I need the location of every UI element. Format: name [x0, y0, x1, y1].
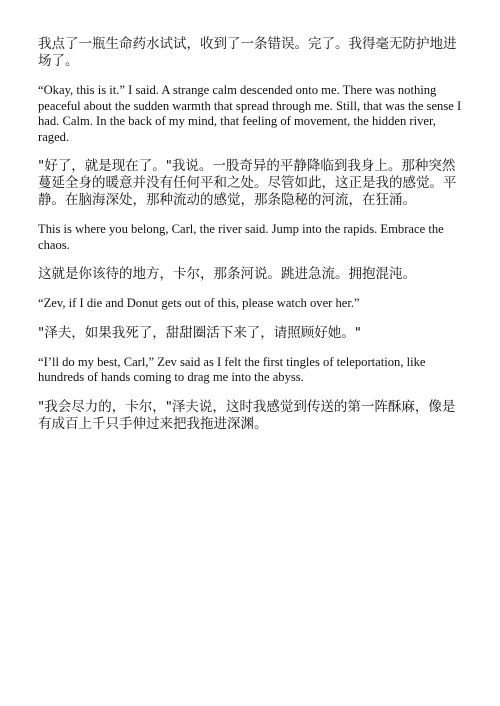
paragraph-en-1: “Okay, this is it.” I said. A strange calm descended onto me. There was nothing peaceful about the sudden warmth that spread through me. Still, that was the sense I had. Calm. In the back of my mind, that feeling of movement, the hidden river, raged. — [38, 83, 462, 144]
paragraph-zh-4: "泽夫，如果我死了，甜甜圈活下来了，请照顾好她。" — [38, 324, 361, 341]
paragraph-en-3: “Zev, if I die and Donut gets out of this, please watch over her.” — [38, 296, 360, 310]
paragraph-zh-1: 我点了一瓶生命药水试试，收到了一条错误。完了。我得毫无防护地进场了。 — [38, 36, 457, 69]
paragraph-en-2: This is where you belong, Carl, the river said. Jump into the rapids. Embrace the chaos. — [38, 222, 444, 252]
paragraph-en-4: “I’ll do my best, Carl,” Zev said as I felt the first tingles of teleportation, like hundreds of hands coming to drag me into the abyss. — [38, 354, 426, 384]
paragraph-zh-5: "我会尽力的，卡尔，"泽夫说，这时我感觉到传送的第一阵酥麻，像是有成百上千只手伸过来把我拖进深渊。 — [38, 398, 456, 432]
paragraph-zh-3: 这就是你该待的地方，卡尔，那条河说。跳进急流。拥抱混沌。 — [38, 266, 416, 282]
document-body — [38, 36, 464, 446]
paragraph-zh-2: "好了，就是现在了。"我说。一股奇异的平静降临到我身上。那种突然蔓延全身的暖意并没有任何平和之处。尽管如此，这正是我的感觉。平静。在脑海深处，那种流动的感觉，那条隐秘的河流，在狂涌。 — [38, 158, 457, 208]
